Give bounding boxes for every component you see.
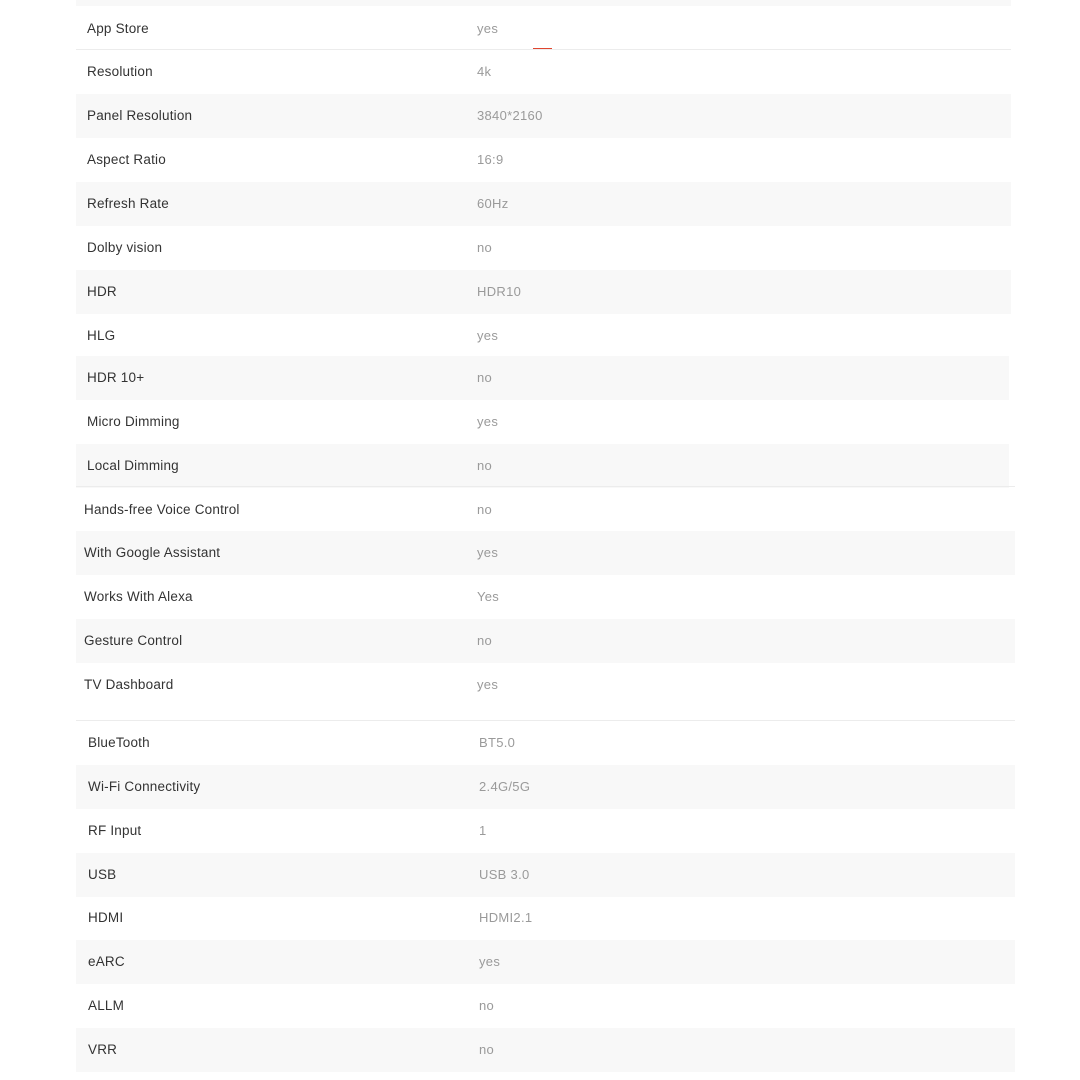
spec-row-tv-dashboard [76, 663, 1015, 707]
spec-label: BlueTooth [88, 735, 150, 750]
spec-row-resolution [76, 50, 1011, 94]
spec-value: yes [477, 328, 499, 343]
spec-value: 60Hz [477, 196, 509, 211]
spec-row-local-dimming [76, 444, 1009, 488]
spec-row-allm [76, 984, 1015, 1028]
spec-value: 1 [479, 823, 487, 838]
spec-value: yes [477, 677, 499, 692]
spec-value: yes [477, 545, 499, 560]
spec-value: no [477, 458, 493, 473]
spec-label: Hands-free Voice Control [84, 502, 240, 517]
spec-value: no [479, 1042, 495, 1057]
spec-row-app-store [76, 6, 1011, 50]
spec-value: yes [479, 954, 501, 969]
spec-value: Yes [477, 589, 500, 604]
spec-row-usb [76, 853, 1015, 897]
spec-value: USB 3.0 [479, 867, 530, 882]
spec-label: With Google Assistant [84, 545, 221, 560]
spec-label: TV Dashboard [84, 677, 174, 692]
spec-row-google-assistant [76, 531, 1015, 575]
spec-row-bluetooth [76, 721, 1015, 765]
spec-row-refresh-rate [76, 182, 1011, 226]
spec-row-gesture-control [76, 619, 1015, 663]
spec-value: HDR10 [477, 284, 522, 299]
spec-label: App Store [87, 21, 149, 36]
spec-label: Gesture Control [84, 633, 183, 648]
spec-row-rf-input [76, 809, 1015, 853]
active-indicator [533, 48, 552, 49]
spec-row-alexa [76, 575, 1015, 619]
spec-row-hdr10-plus [76, 356, 1009, 400]
spec-label: VRR [88, 1042, 118, 1057]
spec-value: no [477, 240, 493, 255]
spec-label: Aspect Ratio [87, 152, 166, 167]
spec-value: 2.4G/5G [479, 779, 531, 794]
spec-row-micro-dimming [76, 400, 1009, 444]
spec-label: Micro Dimming [87, 414, 180, 429]
spec-value: HDMI2.1 [479, 910, 533, 925]
spec-value: yes [477, 414, 499, 429]
spec-label: Works With Alexa [84, 589, 193, 604]
spec-row-hdmi [76, 896, 1015, 940]
spec-label: HLG [87, 328, 116, 343]
spec-label: ALLM [88, 998, 125, 1013]
spec-label: Local Dimming [87, 458, 179, 473]
spec-row-hands-free-voice [76, 486, 1015, 530]
spec-row-aspect-ratio [76, 138, 1011, 182]
spec-label: RF Input [88, 823, 142, 838]
spec-row-panel-resolution [76, 94, 1011, 138]
spec-label: Panel Resolution [87, 108, 193, 123]
spec-label: Dolby vision [87, 240, 163, 255]
spec-label: HDR 10+ [87, 370, 145, 385]
spec-label: HDMI [88, 910, 124, 925]
spec-label: Wi-Fi Connectivity [88, 779, 201, 794]
spec-value: 16:9 [477, 152, 504, 167]
spec-label: USB [88, 867, 117, 882]
spec-row-dolby-vision [76, 226, 1011, 270]
spec-row-hdr [76, 270, 1011, 314]
spec-value: 3840*2160 [477, 108, 543, 123]
spec-label: Resolution [87, 64, 153, 79]
spec-label: eARC [88, 954, 125, 969]
spec-value: 4k [477, 64, 492, 79]
spec-label: HDR [87, 284, 117, 299]
spec-value: no [477, 370, 493, 385]
spec-row-hlg [76, 314, 1011, 358]
spec-value: yes [477, 21, 499, 36]
spec-value: no [477, 502, 493, 517]
spec-row-vrr [76, 1028, 1015, 1072]
spec-value: BT5.0 [479, 735, 516, 750]
spec-row-wifi [76, 765, 1015, 809]
spec-label: Refresh Rate [87, 196, 169, 211]
spec-row-earc [76, 940, 1015, 984]
spec-value: no [479, 998, 495, 1013]
spec-value: no [477, 633, 493, 648]
